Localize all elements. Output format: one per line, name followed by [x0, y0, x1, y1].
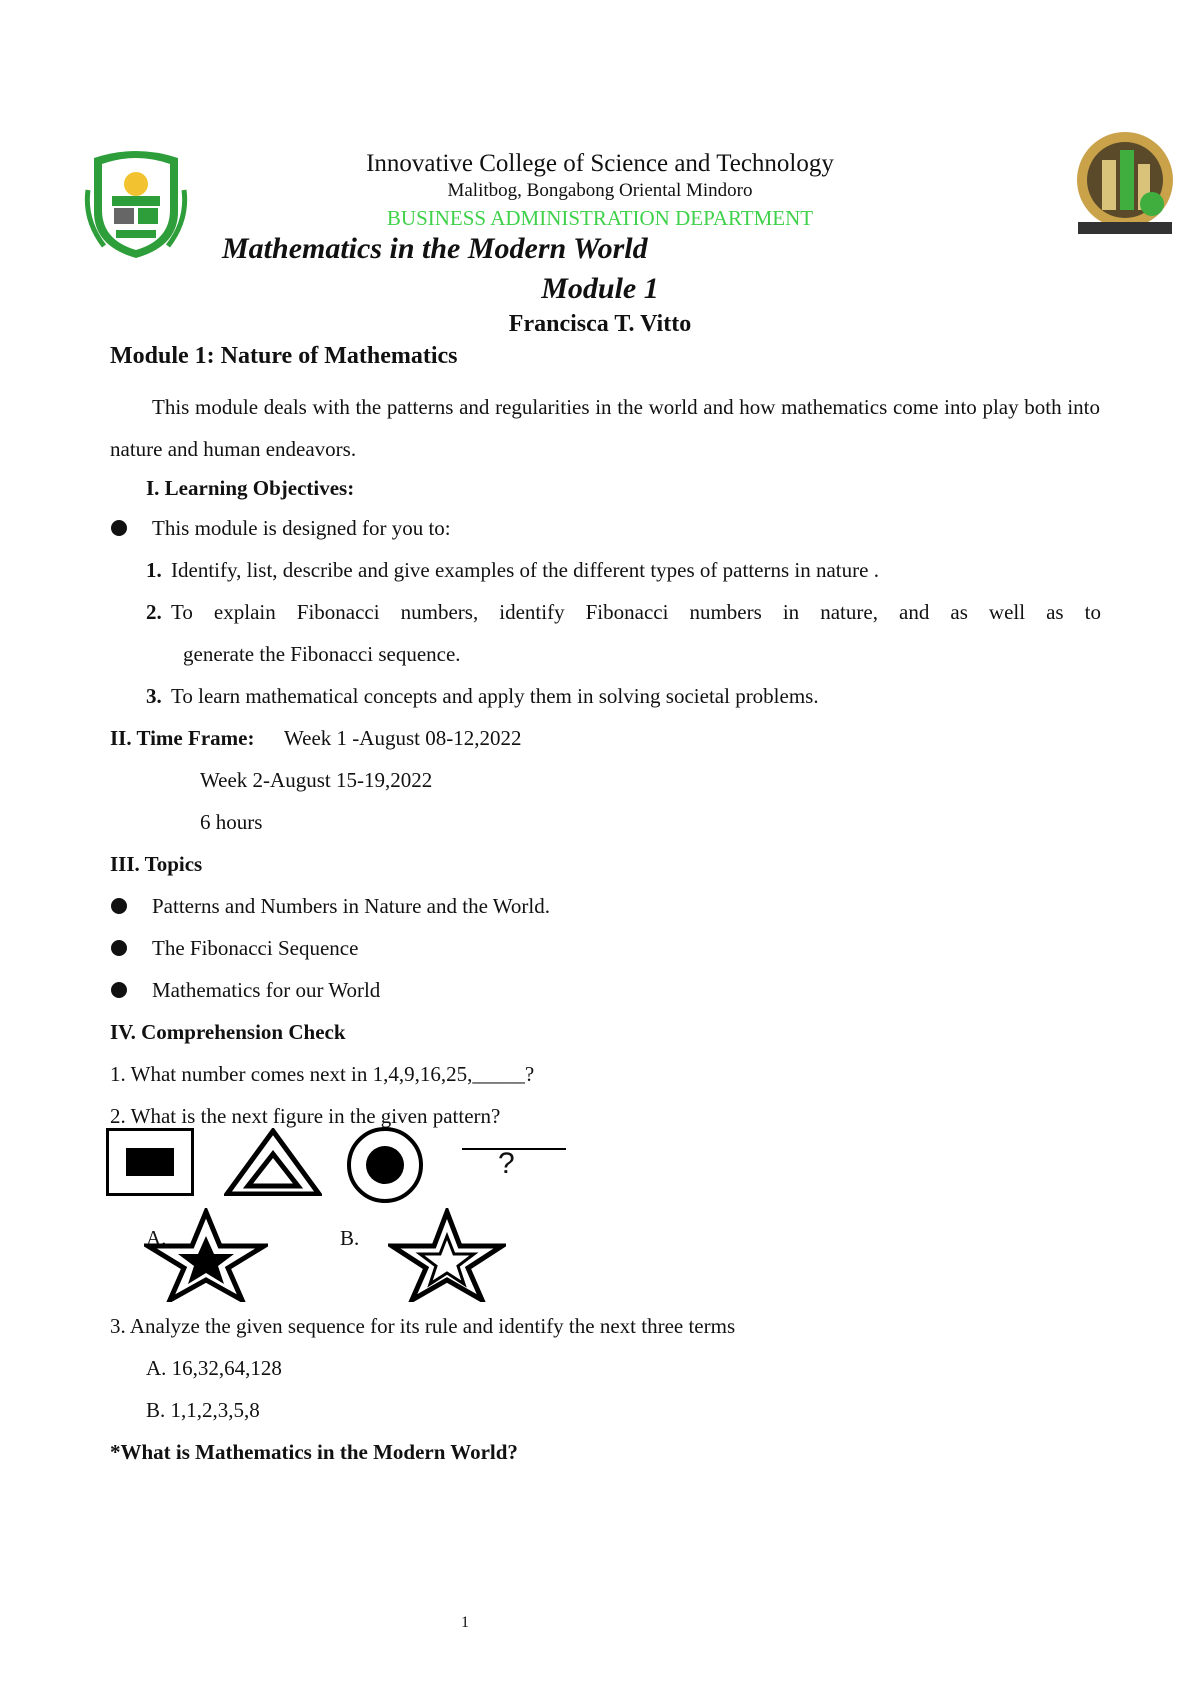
option-a-label: A. [146, 1226, 167, 1250]
circle-pattern-figure [346, 1126, 424, 1204]
bullet-icon [111, 520, 127, 536]
question-3-option-a: A. 16,32,64,128 [146, 1356, 282, 1380]
question-1: 1. What number comes next in 1,4,9,16,25,_____? [110, 1062, 535, 1086]
course-title: Mathematics in the Modern World [222, 232, 648, 265]
closing-question: *What is Mathematics in the Modern World? [110, 1440, 518, 1464]
objectives-lead: This module is designed for you to: [152, 516, 451, 540]
timeframe-label: II. Time Frame: [110, 726, 255, 750]
bullet-icon [111, 982, 127, 998]
square-pattern-figure [106, 1128, 194, 1196]
page-number: 1 [461, 1614, 469, 1631]
module-heading: Module 1: Nature of Mathematics [110, 343, 458, 369]
bullet-icon [111, 898, 127, 914]
timeframe-week1: Week 1 -August 08-12,2022 [284, 726, 522, 750]
check-heading: IV. Comprehension Check [110, 1020, 346, 1044]
filled-star-option-icon [144, 1208, 268, 1302]
business-admin-logo [1072, 130, 1178, 240]
college-seal-logo [84, 150, 188, 260]
objective-number: 3. [146, 684, 162, 708]
school-name: Innovative College of Science and Technology [366, 150, 834, 177]
intro-paragraph: This module deals with the patterns and regularities in the world and how mathematics come into play both into nature and human endeavors. [110, 395, 1100, 461]
objective-text: To explain Fibonacci numbers, identify Fibonacci numbers in nature, and as well as to [171, 600, 1101, 624]
option-b-label: B. [340, 1226, 360, 1250]
bullet-icon [111, 940, 127, 956]
module-title: Module 1 [541, 272, 659, 305]
objective-text: To learn mathematical concepts and apply them in solving societal problems. [171, 684, 819, 708]
question-mark: ? [498, 1147, 515, 1180]
objective-text-continued: generate the Fibonacci sequence. [183, 642, 461, 666]
topic-item: Mathematics for our World [152, 978, 381, 1002]
author-name: Francisca T. Vitto [508, 311, 692, 337]
outline-star-option-icon [388, 1208, 506, 1302]
topic-item: The Fibonacci Sequence [152, 936, 359, 960]
question-3: 3. Analyze the given sequence for its rule and identify the next three terms [110, 1314, 736, 1338]
question-3-option-b: B. 1,1,2,3,5,8 [146, 1398, 260, 1422]
triangle-pattern-figure [224, 1128, 322, 1196]
objective-text: Identify, list, describe and give examples of the different types of patterns in nature . [171, 558, 879, 582]
department-name: BUSINESS ADMINISTRATION DEPARTMENT [386, 206, 814, 230]
timeframe-hours: 6 hours [200, 810, 263, 834]
objective-number: 1. [146, 558, 162, 582]
timeframe-week2: Week 2-August 15-19,2022 [200, 768, 433, 792]
objectives-heading: I. Learning Objectives: [146, 476, 355, 500]
objective-number: 2. [146, 600, 162, 624]
topic-item: Patterns and Numbers in Nature and the World. [152, 894, 550, 918]
topics-heading: III. Topics [110, 852, 203, 876]
school-address: Malitbog, Bongabong Oriental Mindoro [447, 180, 753, 201]
question-2: 2. What is the next figure in the given pattern? [110, 1104, 501, 1128]
